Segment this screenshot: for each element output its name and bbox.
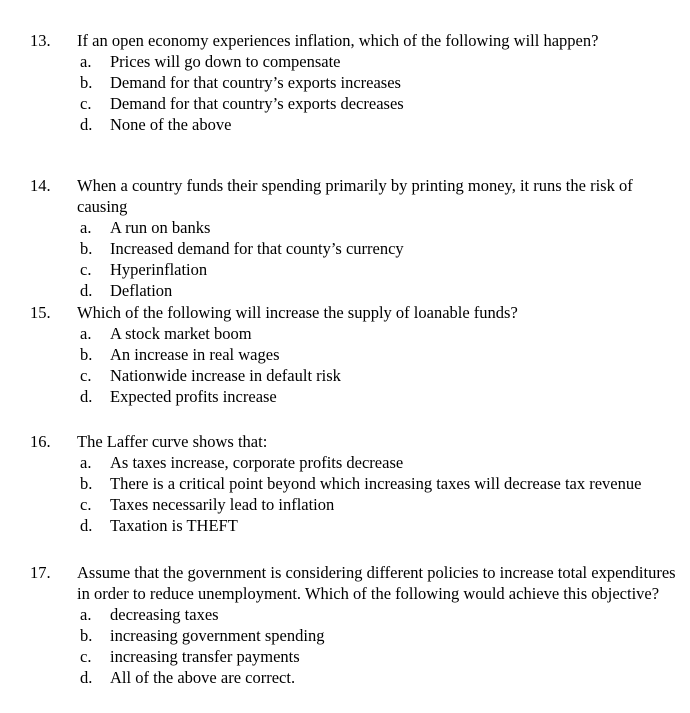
question-number: 17. bbox=[30, 563, 51, 582]
question-text: If an open economy experiences inflation, which of the following will happen? bbox=[77, 31, 599, 50]
option-letter: c. bbox=[80, 94, 92, 113]
question-stem bbox=[0, 175, 690, 217]
option-text: All of the above are correct. bbox=[110, 668, 296, 687]
option-a bbox=[0, 452, 690, 473]
option-c bbox=[0, 365, 690, 386]
option-d bbox=[0, 515, 690, 536]
option-text: Taxation is THEFT bbox=[110, 516, 238, 535]
option-text: A run on banks bbox=[110, 218, 211, 237]
option-letter: b. bbox=[80, 239, 93, 258]
option-d bbox=[0, 667, 690, 688]
question-stem bbox=[0, 562, 690, 604]
option-a bbox=[0, 323, 690, 344]
option-text: Deflation bbox=[110, 281, 173, 300]
question-stem bbox=[0, 30, 690, 51]
option-text: increasing transfer payments bbox=[110, 647, 300, 666]
option-text: Demand for that country’s exports decreases bbox=[110, 94, 404, 113]
option-letter: a. bbox=[80, 605, 92, 624]
option-b bbox=[0, 473, 690, 494]
option-text: A stock market boom bbox=[110, 324, 252, 343]
option-a bbox=[0, 604, 690, 625]
option-a bbox=[0, 217, 690, 238]
question-number: 16. bbox=[30, 432, 51, 451]
option-letter: d. bbox=[80, 516, 93, 535]
option-text: Prices will go down to compensate bbox=[110, 52, 341, 71]
option-b bbox=[0, 344, 690, 365]
question-text: Which of the following will increase the supply of loanable funds? bbox=[77, 303, 518, 322]
question-15 bbox=[0, 302, 690, 407]
option-letter: d. bbox=[80, 115, 93, 134]
option-text: Expected profits increase bbox=[110, 387, 277, 406]
question-13 bbox=[0, 30, 690, 135]
option-letter: c. bbox=[80, 495, 92, 514]
option-letter: a. bbox=[80, 453, 92, 472]
option-letter: b. bbox=[80, 73, 93, 92]
question-17 bbox=[0, 562, 690, 688]
option-a bbox=[0, 51, 690, 72]
option-text: None of the above bbox=[110, 115, 232, 134]
option-text: Taxes necessarily lead to inflation bbox=[110, 495, 335, 514]
option-text: Hyperinflation bbox=[110, 260, 208, 279]
option-letter: a. bbox=[80, 52, 92, 71]
question-stem bbox=[0, 431, 690, 452]
option-b bbox=[0, 625, 690, 646]
question-stem bbox=[0, 302, 690, 323]
question-number: 14. bbox=[30, 176, 51, 195]
option-c bbox=[0, 494, 690, 515]
option-letter: d. bbox=[80, 387, 93, 406]
option-letter: d. bbox=[80, 281, 93, 300]
option-b bbox=[0, 238, 690, 259]
option-c bbox=[0, 646, 690, 667]
option-letter: b. bbox=[80, 345, 93, 364]
option-text: As taxes increase, corporate profits decrease bbox=[110, 453, 404, 472]
option-letter: a. bbox=[80, 218, 92, 237]
question-number: 15. bbox=[30, 303, 51, 322]
option-letter: b. bbox=[80, 626, 93, 645]
option-c bbox=[0, 93, 690, 114]
option-b bbox=[0, 72, 690, 93]
option-text: Nationwide increase in default risk bbox=[110, 366, 341, 385]
question-text: Assume that the government is considering different policies to increase total expenditures in order to reduce unemployment. Which of the following would achieve this objective? bbox=[77, 563, 676, 603]
option-d bbox=[0, 386, 690, 407]
question-16 bbox=[0, 431, 690, 536]
option-d bbox=[0, 114, 690, 135]
option-letter: c. bbox=[80, 260, 92, 279]
option-letter: d. bbox=[80, 668, 93, 687]
option-text: Demand for that country’s exports increases bbox=[110, 73, 401, 92]
option-text: There is a critical point beyond which increasing taxes will decrease tax revenue bbox=[110, 474, 642, 493]
option-d bbox=[0, 280, 690, 301]
question-14 bbox=[0, 175, 690, 301]
option-letter: c. bbox=[80, 366, 92, 385]
option-text: increasing government spending bbox=[110, 626, 325, 645]
option-c bbox=[0, 259, 690, 280]
option-text: decreasing taxes bbox=[110, 605, 219, 624]
option-letter: a. bbox=[80, 324, 92, 343]
option-text: An increase in real wages bbox=[110, 345, 280, 364]
option-text: Increased demand for that county’s currency bbox=[110, 239, 404, 258]
option-letter: c. bbox=[80, 647, 92, 666]
question-text: When a country funds their spending primarily by printing money, it runs the risk of causing bbox=[77, 176, 633, 216]
question-number: 13. bbox=[30, 31, 51, 50]
question-text: The Laffer curve shows that: bbox=[77, 432, 268, 451]
option-letter: b. bbox=[80, 474, 93, 493]
